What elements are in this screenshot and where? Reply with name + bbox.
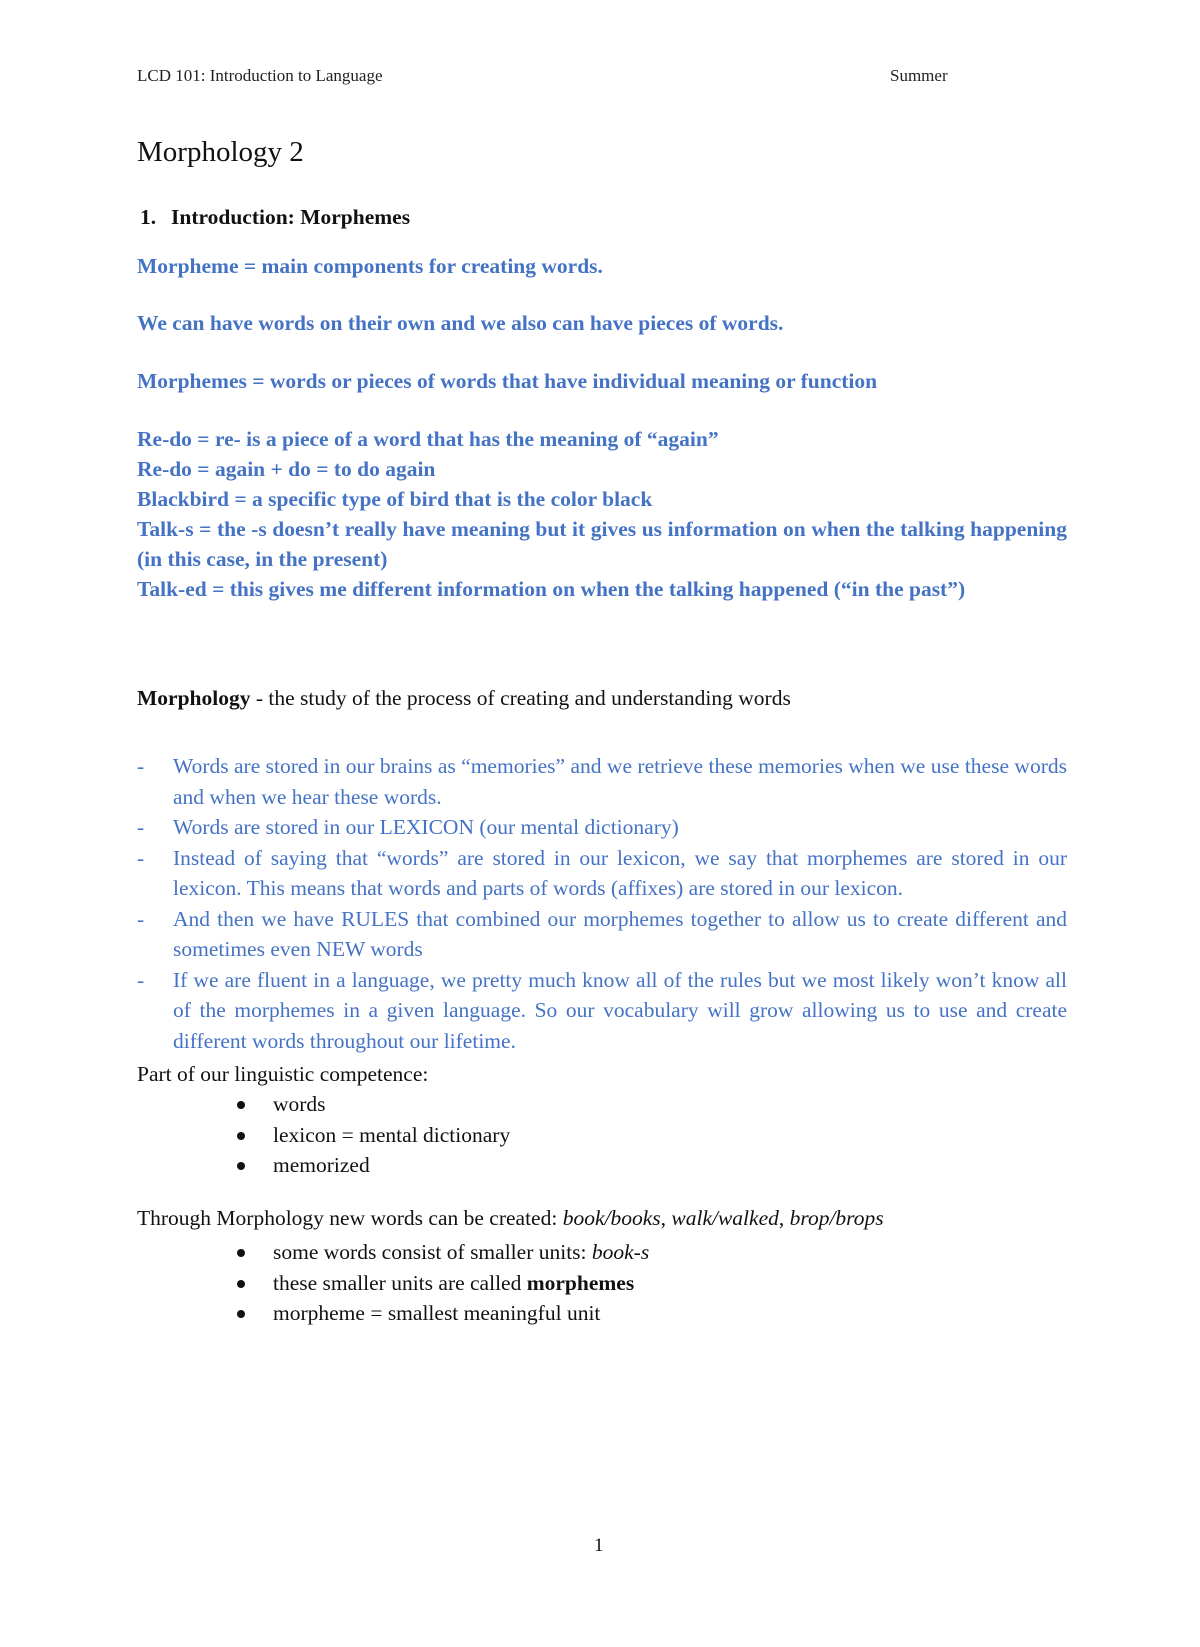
list-item: lexicon = mental dictionary (236, 1120, 510, 1151)
bullet-icon (237, 1249, 245, 1257)
example-brop: brop/brops (789, 1206, 884, 1230)
dash-marker: - (137, 815, 145, 839)
list-item: - Instead of saying that “words” are stored in our lexicon, we say that morphemes are stored in our lexicon. This means that words and parts of words (affixes) are stored in our lexicon. (137, 843, 1067, 904)
section-number: 1. (140, 205, 157, 229)
example-block (137, 424, 1067, 604)
dash-marker: - (137, 754, 145, 778)
list-item: morpheme = smallest meaningful unit (236, 1298, 649, 1329)
example-redo-2: Re-do = again + do = to do again (137, 457, 436, 481)
morphology-definition (137, 683, 1067, 713)
morphology-term: Morphology (137, 686, 251, 710)
morpheme-units-list (236, 1237, 649, 1329)
competence-list (236, 1089, 510, 1181)
list-item: - And then we have RULES that combined our morphemes together to allow us to create different and sometimes even NEW words (137, 904, 1067, 965)
bullet-icon (237, 1132, 245, 1140)
list-item: words (236, 1089, 510, 1120)
words-pieces-note: We can have words on their own and we also can have pieces of words. (137, 311, 784, 335)
header-course-title: LCD 101: Introduction to Language (137, 66, 383, 85)
bullet-icon (237, 1280, 245, 1288)
list-item: these smaller units are called morphemes (236, 1268, 649, 1299)
example-blackbird: Blackbird = a specific type of bird that is the color black (137, 487, 653, 511)
section-title: Introduction: Morphemes (171, 205, 411, 229)
list-item: memorized (236, 1150, 510, 1181)
bullet-icon (237, 1310, 245, 1318)
list-item: some words consist of smaller units: book-s (236, 1237, 649, 1268)
example-walk: walk/walked (671, 1206, 779, 1230)
example-redo-1: Re-do = re- is a piece of a word that has the meaning of “again” (137, 427, 719, 451)
example-talks: Talk-s = the -s doesn’t really have meaning but it gives us information on when the talking happening (in this case, in the present) (137, 517, 1067, 571)
through-morphology-line: Through Morphology new words can be created: book/books, walk/walked, brop/brops (137, 1206, 884, 1230)
example-talked: Talk-ed = this gives me different information on when the talking happened (“in the past”) (137, 577, 966, 601)
morphology-definition-text: - the study of the process of creating and understanding words (250, 686, 791, 710)
dash-marker: - (137, 906, 145, 931)
list-item: - Words are stored in our brains as “memories” and we retrieve these memories when we use these words and when we hear these words. (137, 751, 1067, 812)
morphemes-definition: Morphemes = words or pieces of words that have individual meaning or function (137, 369, 878, 393)
list-item: - If we are fluent in a language, we pretty much know all of the rules but we most likely won’t know all of the morphemes in a given language. So our vocabulary will grow allowing us to use and create different words throughout our lifetime. (137, 965, 1067, 1057)
dash-marker: - (137, 845, 145, 870)
section-heading (140, 205, 410, 230)
bullet-icon (237, 1101, 245, 1109)
page-title: Morphology 2 (137, 136, 304, 168)
header-term: Summer (890, 66, 948, 85)
morpheme-definition: Morpheme = main components for creating words. (137, 254, 603, 278)
bullet-icon (237, 1162, 245, 1170)
list-item: - Words are stored in our LEXICON (our mental dictionary) (137, 812, 1067, 843)
example-book: book/books (562, 1206, 661, 1230)
lexicon-notes-list (137, 751, 1067, 1056)
competence-intro: Part of our linguistic competence: (137, 1062, 429, 1086)
dash-marker: - (137, 967, 145, 992)
page-number: 1 (594, 1535, 604, 1556)
